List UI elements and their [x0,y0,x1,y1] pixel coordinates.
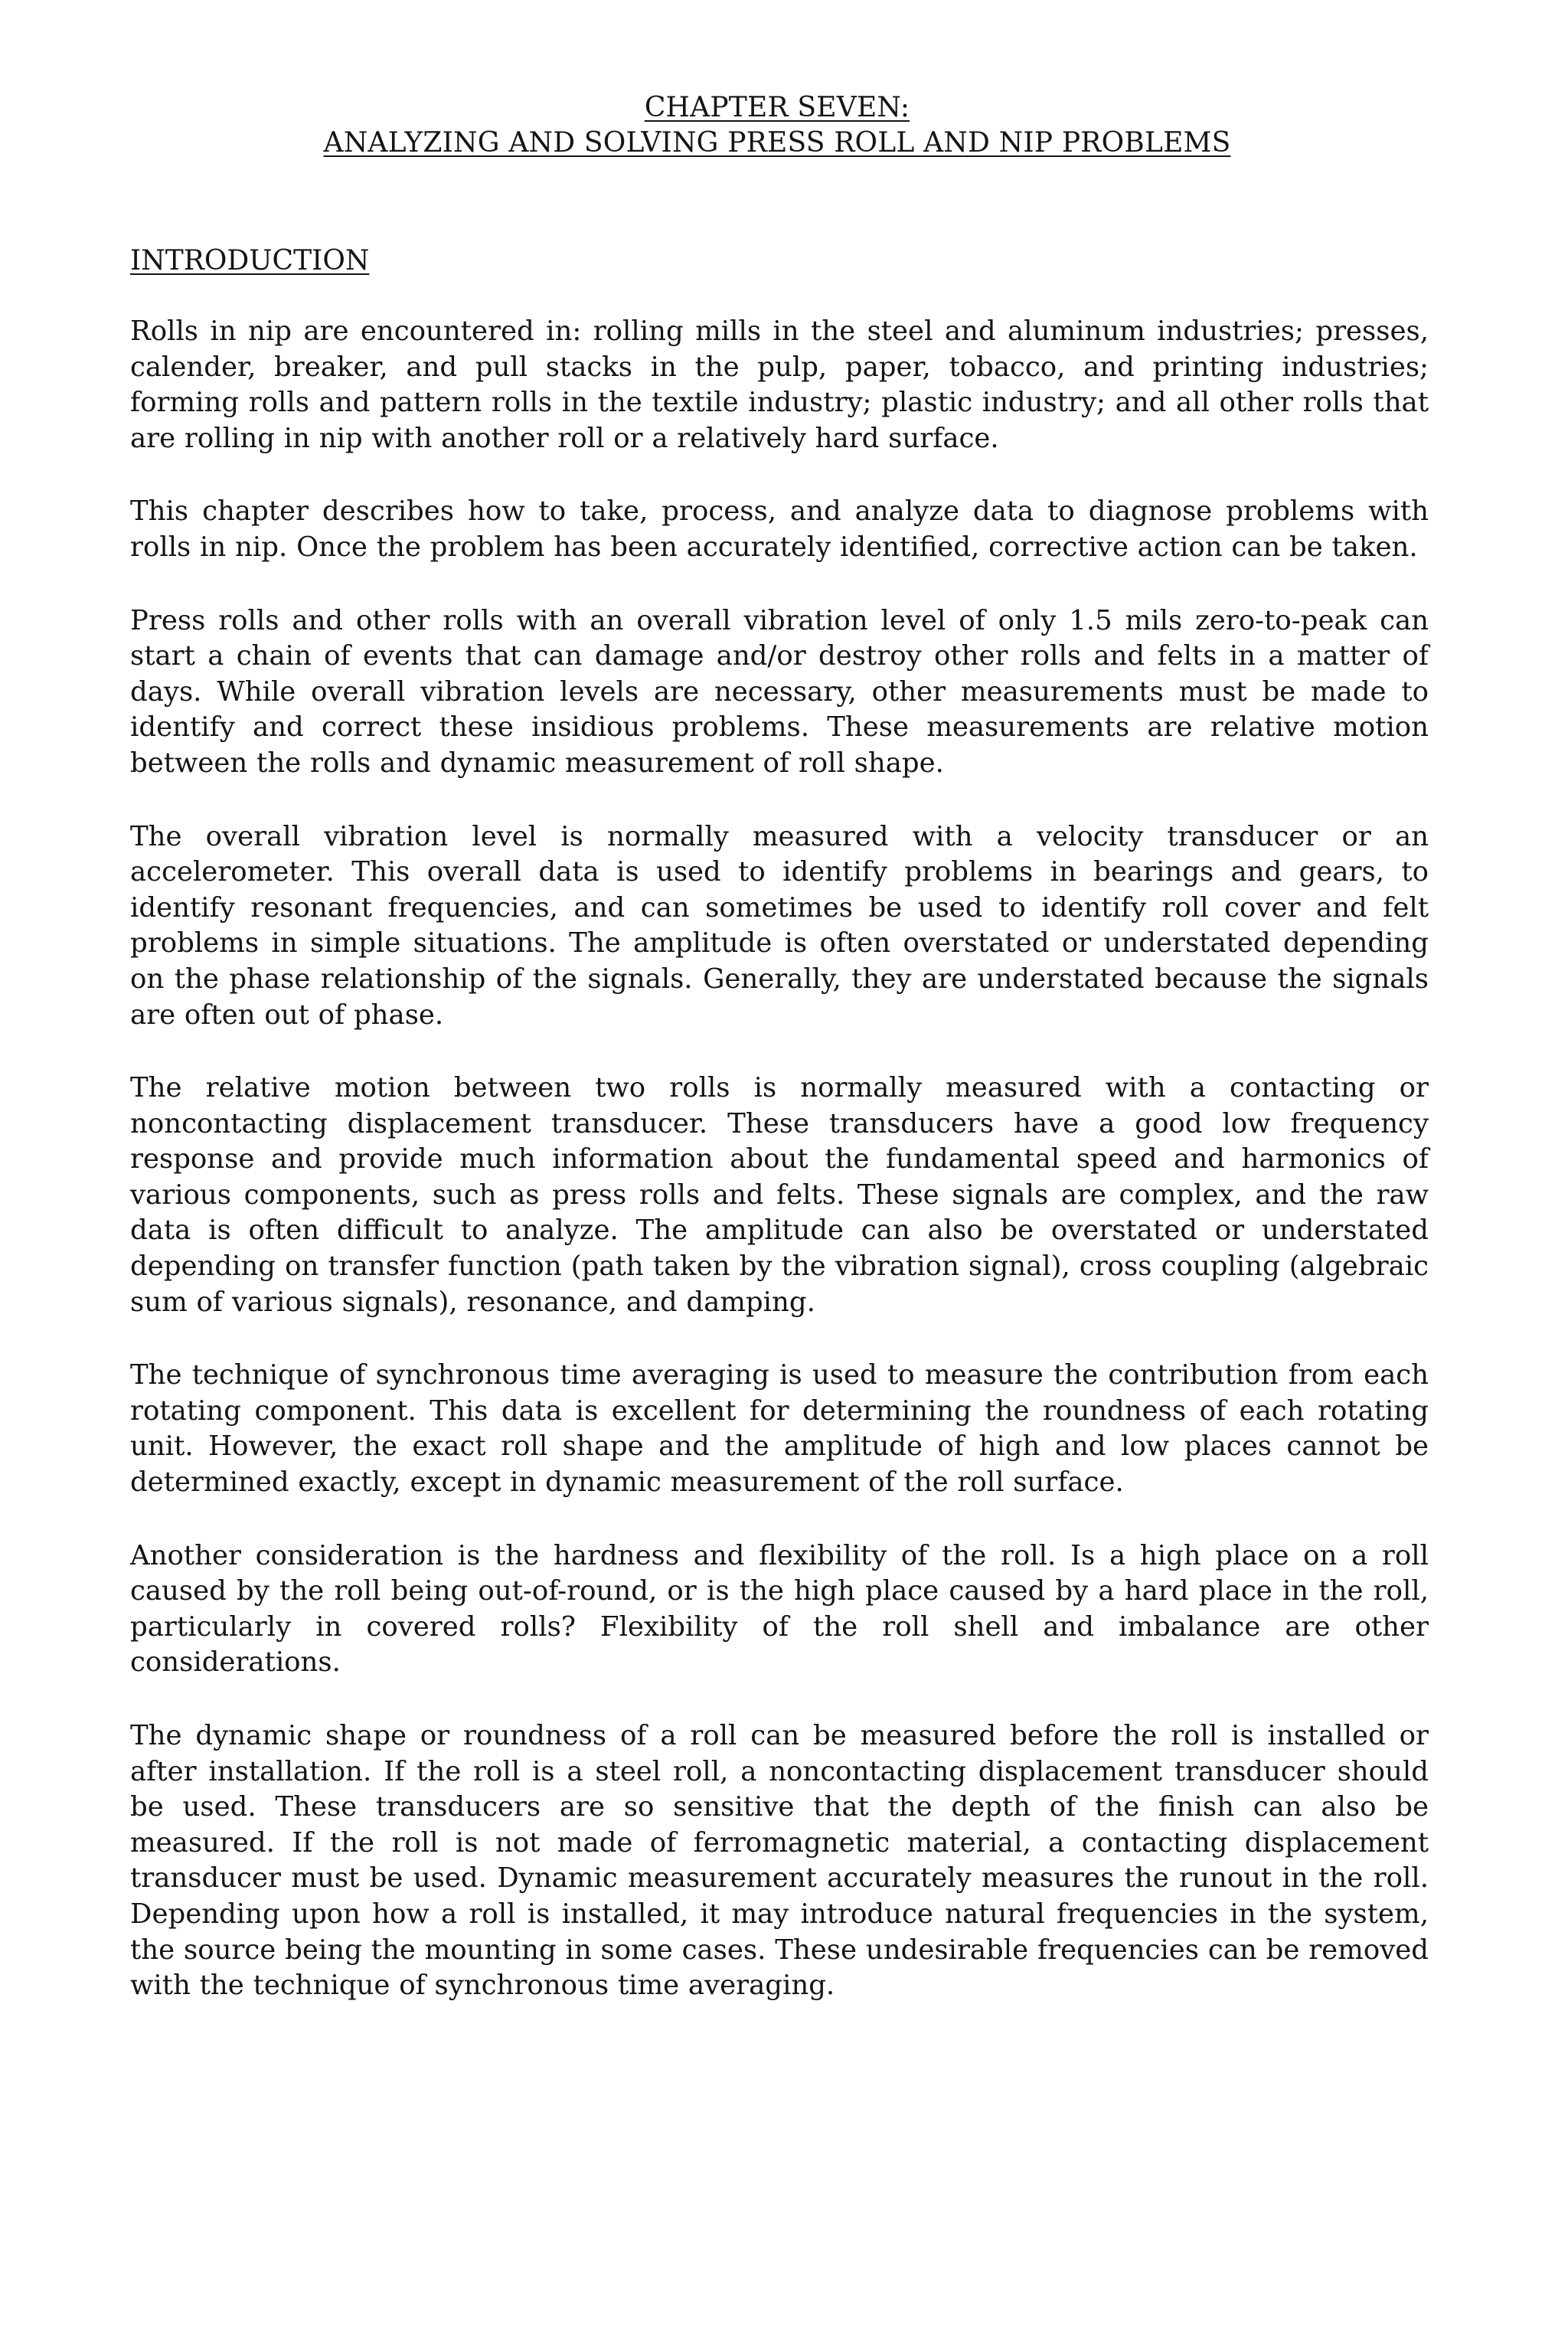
chapter-subtitle: ANALYZING AND SOLVING PRESS ROLL AND NIP PROBLEMS [323,127,1231,159]
paragraph: The dynamic shape or roundness of a roll can be measured before the roll is installed or after installation. If the roll is a steel roll, a noncontacting displacement transducer should be used. These transducers are so sensitive that the depth of the finish can also be measured. If the roll is not made of ferromagnetic material, a contacting displacement transducer must be used. Dynamic measurement accurately measures the runout in the roll. Depending upon how a roll is installed, it may introduce natural frequencies in the system, the source being the mounting in some cases. These undesirable frequencies can be removed with the technique of synchronous time averaging. [130,1720,1429,2002]
chapter-title-block [130,90,1424,161]
paragraph: The relative motion between two rolls is normally measured with a contacting or noncontacting displacement transducer. These transducers have a good low frequency response and provide much information about the fundamental speed and harmonics of various components, such as press rolls and felts. These signals are complex, and the raw data is often difficult to analyze. The amplitude can also be overstated or understated depending on transfer function (path taken by the vibration signal), cross coupling (algebraic sum of various signals), resonance, and damping. [130,1072,1429,1318]
body-text [130,314,1429,2004]
paragraph: Rolls in nip are encountered in: rolling mills in the steel and aluminum industries; presses, calender, breaker, and pull stacks in the pulp, paper, tobacco, and printing industries; forming rolls and pattern rolls in the textile industry; plastic industry; and all other rolls that are rolling in nip with another roll or a relatively hard surface. [130,316,1429,454]
chapter-title: CHAPTER SEVEN: [644,92,910,123]
paragraph: This chapter describes how to take, process, and analyze data to diagnose problems with rolls in nip. Once the problem has been accurately identified, corrective action can be taken. [130,495,1429,563]
section-heading: INTRODUCTION [130,245,370,276]
paragraph: Press rolls and other rolls with an overall vibration level of only 1.5 mils zero-to-peak can start a chain of events that can damage and/or destroy other rolls and felts in a matter of days. While overall vibration levels are necessary, other measurements must be made to identify and correct these insidious problems. These measurements are relative motion between the rolls and dynamic measurement of roll shape. [130,604,1429,779]
paragraph: The technique of synchronous time averaging is used to measure the contribution from each rotating component. This data is excellent for determining the roundness of each rotating unit. However, the exact roll shape and the amplitude of high and low places cannot be determined exactly, except in dynamic measurement of the roll surface. [130,1359,1429,1499]
paragraph: The overall vibration level is normally measured with a velocity transducer or an accelerometer. This overall data is used to identify problems in bearings and gears, to identify resonant frequencies, and can sometimes be used to identify roll cover and felt problems in simple situations. The amplitude is often overstated or understated depending on the phase relationship of the signals. Generally, they are understated because the signals are often out of phase. [130,820,1429,1031]
paragraph: Another consideration is the hardness and flexibility of the roll. Is a high place on a roll caused by the roll being out-of-round, or is the high place caused by a hard place in the roll, particularly in covered rolls? Flexibility of the roll shell and imbalance are other considerations. [130,1539,1429,1679]
